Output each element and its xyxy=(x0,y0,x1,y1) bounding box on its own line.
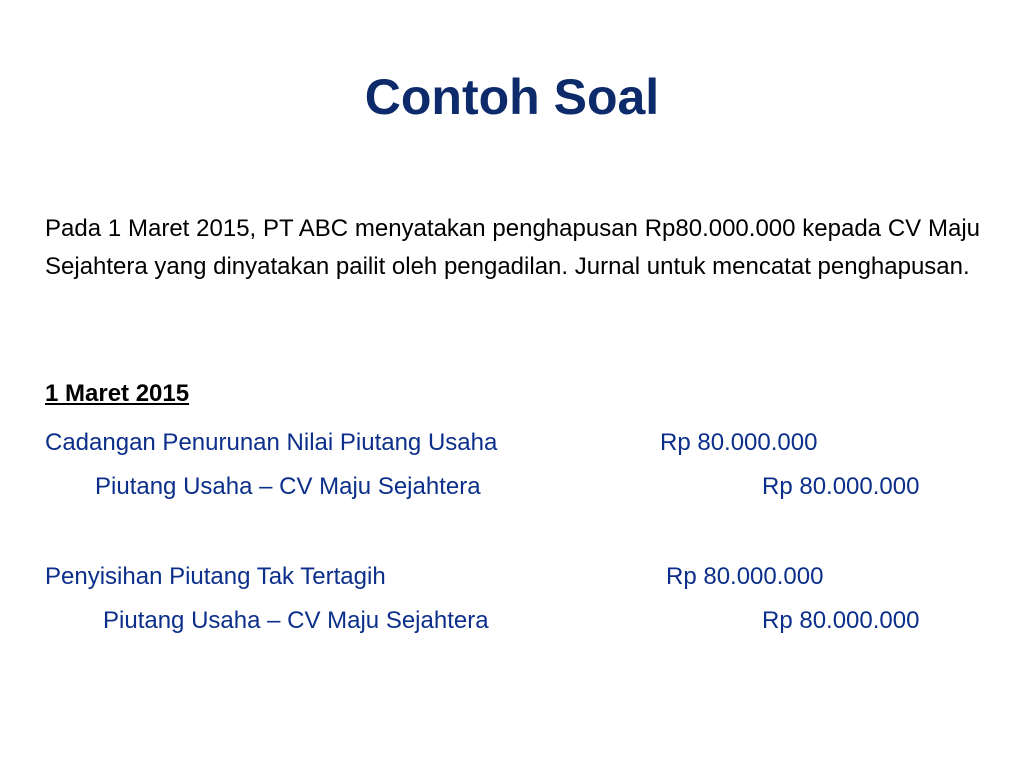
entry-1-credit-amount: Rp 80.000.000 xyxy=(762,473,920,500)
entry-2-credit-account: Piutang Usaha – CV Maju Sejahtera xyxy=(103,607,489,634)
entry-1-debit-amount: Rp 80.000.000 xyxy=(660,429,818,456)
entry-2-credit-amount: Rp 80.000.000 xyxy=(762,607,920,634)
entry-1-credit-account: Piutang Usaha – CV Maju Sejahtera xyxy=(95,473,481,500)
journal-date: 1 Maret 2015 xyxy=(45,380,190,407)
entry-2-debit-amount: Rp 80.000.000 xyxy=(666,563,824,590)
entry-2-debit-account: Penyisihan Piutang Tak Tertagih xyxy=(45,563,386,590)
problem-description: Pada 1 Maret 2015, PT ABC menyatakan penghapusan Rp80.000.000 kepada CV Maju Sejahtera yang dinyatakan pailit oleh pengadilan. Jurnal untuk mencatat penghapusan. xyxy=(45,215,980,280)
slide-title: Contoh Soal xyxy=(364,69,660,125)
entry-1-debit-account: Cadangan Penurunan Nilai Piutang Usaha xyxy=(45,429,498,456)
